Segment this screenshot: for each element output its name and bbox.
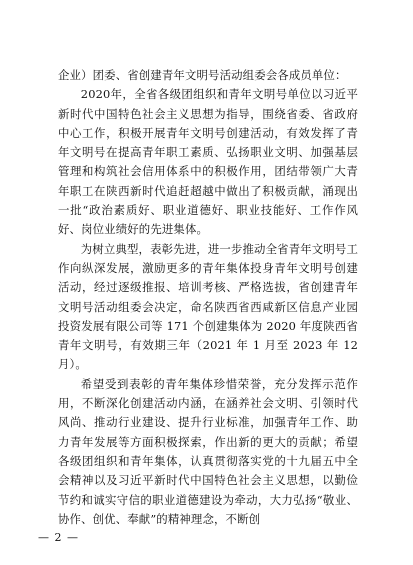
page-number: — 2 —: [38, 531, 79, 544]
paragraph-decision: 为树立典型，表彰先进，进一步推动全省青年文明号工作向纵深发展，激励更多的青年集体投身青年文明号创建活动，经过逐级推报、培训考核、严格选拔，省创建青年文明号活动组委会决定，命名陕西省西咸新区信息产业园投资发展有限公司等 171 个创建集体为 2020 年度陕西省青年文明号，有效期三年（2021 年 1 月至 2023 年 12 月）。: [58, 241, 358, 372]
document-body: [58, 66, 358, 529]
paragraph-expectations: 希望受到表彰的青年集体珍惜荣誉，充分发挥示范作用，不断深化创建活动内涵，在涵养社会文明、引领时代风尚、推动行业建设、提升行业标准，加强青年工作、助力青年发展等方面积极探索，作出新的更大的贡献；希望各级团组织和青年集体，认真贯彻落实党的十九届五中全会精神以及习近平新时代中国特色社会主义思想，以勤俭节约和诚实守信的职业道德建设为牵动，大力弘扬“敬业、协作、创优、奉献”的精神理念，不断创: [58, 376, 358, 526]
paragraph-recipients: 企业）团委、省创建青年文明号活动组委会各成员单位：: [58, 68, 347, 82]
paragraph-summary: 2020年，全省各级团组织和青年文明号单位以习近平新时代中国特色社会主义思想为指导，围绕省委、省政府中心工作，积极开展青年文明号创建活动，有效发挥了青年文明号在提高青年职工素质、弘扬职业文明、加强基层管理和构筑社会信用体系中的积极作用，团结带领广大青年职工在陕西新时代追赶超越中做出了积极贡献，涌现出一批“政治素质好、职业道德好、职业技能好、工作作风好、岗位业绩好的先进集体。: [58, 87, 358, 237]
